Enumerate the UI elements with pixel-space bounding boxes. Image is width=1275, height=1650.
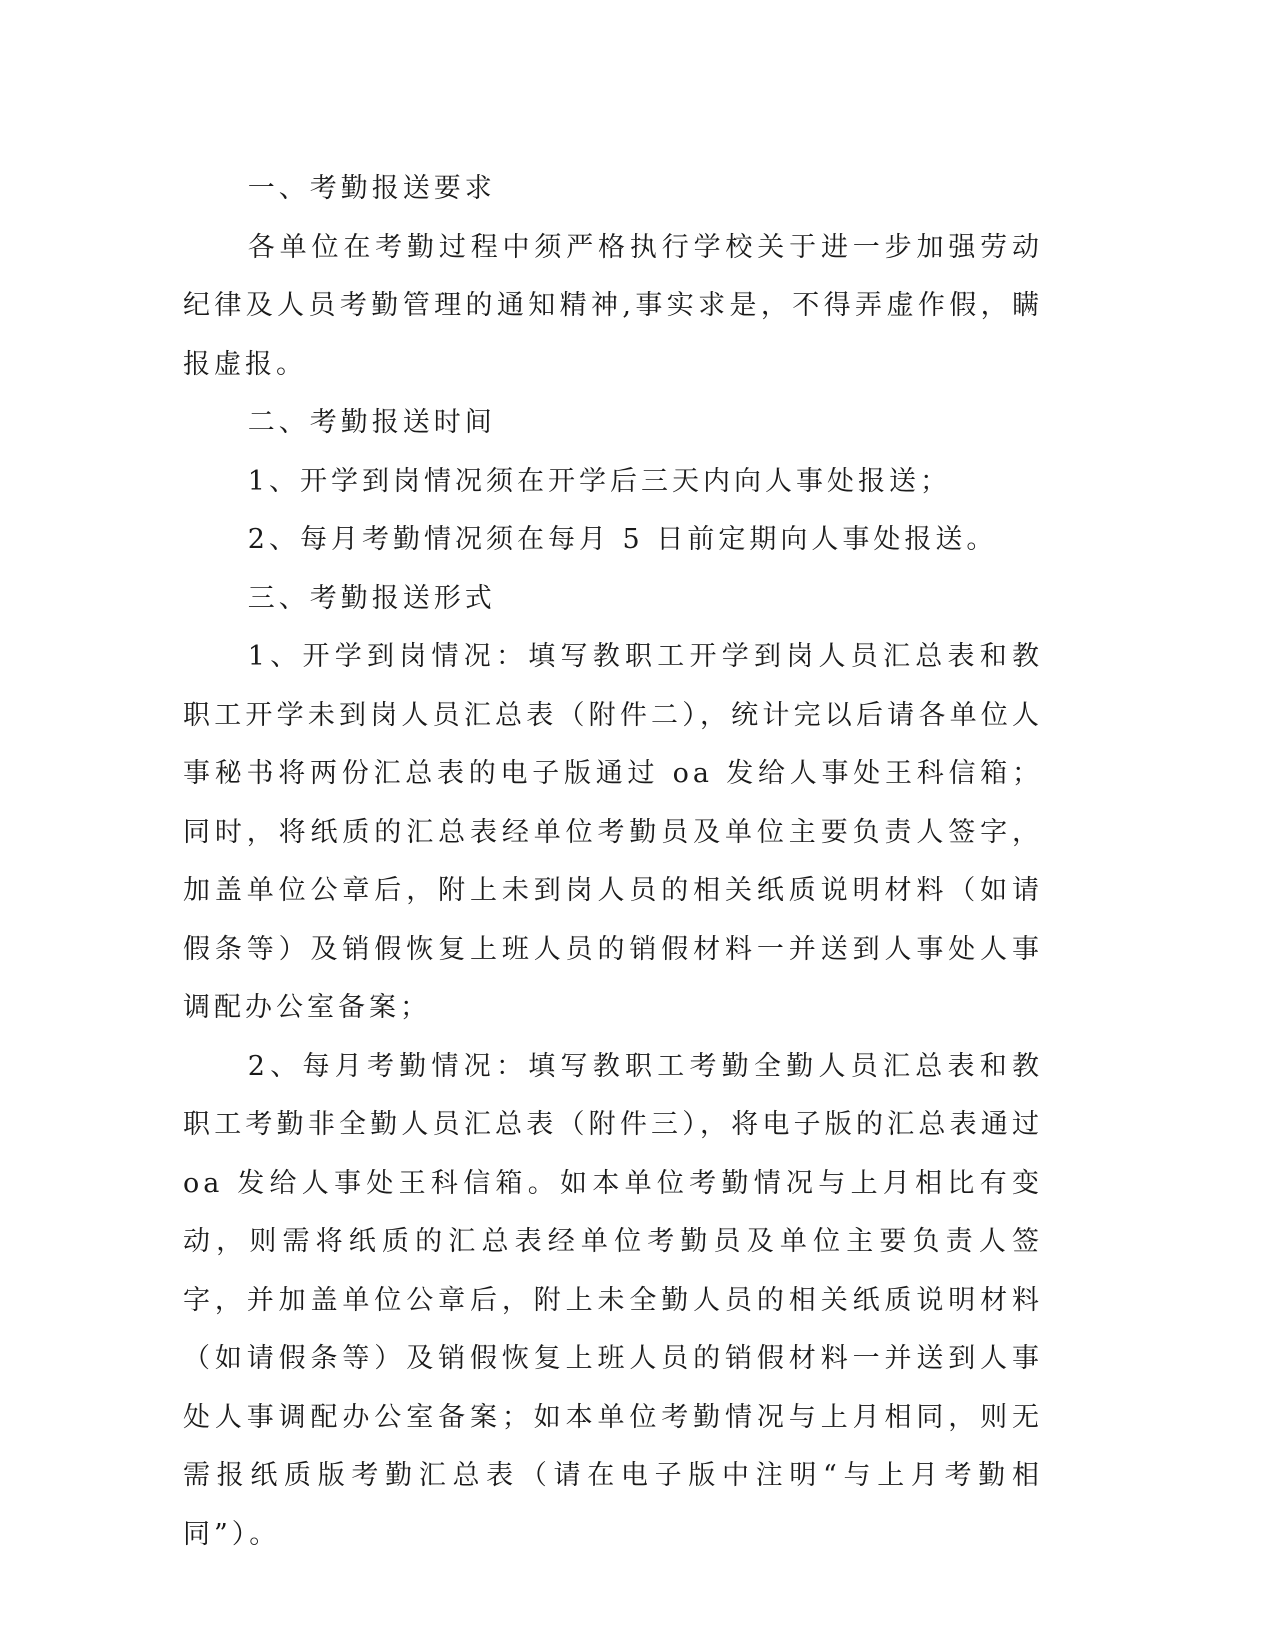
document-body	[183, 160, 1043, 1564]
section-3-heading: 三、考勤报送形式	[247, 582, 496, 614]
section-2-item-2: 2、每月考勤情况须在每月 5 日前定期向人事处报送。	[247, 524, 998, 555]
section-2-heading: 二、考勤报送时间	[247, 407, 496, 438]
section-3-item-2: 2、每月考勤情况：填写教职工考勤全勤人员汇总表和教职工考勤非全勤人员汇总表（附件三），将电子版的汇总表通过 oa 发给人事处王科信箱。如本单位考勤情况与上月相比有变动，则需将纸质的汇总表经单位考勤员及单位主要负责人签字，并加盖单位公章后，附上未全勤人员的相关纸质说明材料（如请假条等）及销假恢复上班人员的销假材料一并送到人事处人事调配办公室备案；如本单位考勤情况与上月相同，则无需报纸质版考勤汇总表（请在电子版中注明“与上月考勤相同”）。	[183, 1050, 1043, 1550]
section-3-item-1: 1、开学到岗情况：填写教职工开学到岗人员汇总表和教职工开学未到岗人员汇总表（附件二），统计完以后请各单位人事秘书将两份汇总表的电子版通过 oa 发给人事处王科信箱；同时，将纸质的汇总表经单位考勤员及单位主要负责人签字，加盖单位公章后，附上未到岗人员的相关纸质说明材料（如请假条等）及销假恢复上班人员的销假材料一并送到人事处人事调配办公室备案；	[183, 641, 1043, 1023]
section-2-item-1: 1、开学到岗情况须在开学后三天内向人事处报送；	[247, 465, 951, 497]
section-1-paragraph: 各单位在考勤过程中须严格执行学校关于进一步加强劳动纪律及人员考勤管理的通知精神,事实求是，不得弄虚作假，瞒报虚报。	[183, 231, 1043, 380]
section-1-heading: 一、考勤报送要求	[247, 173, 496, 204]
